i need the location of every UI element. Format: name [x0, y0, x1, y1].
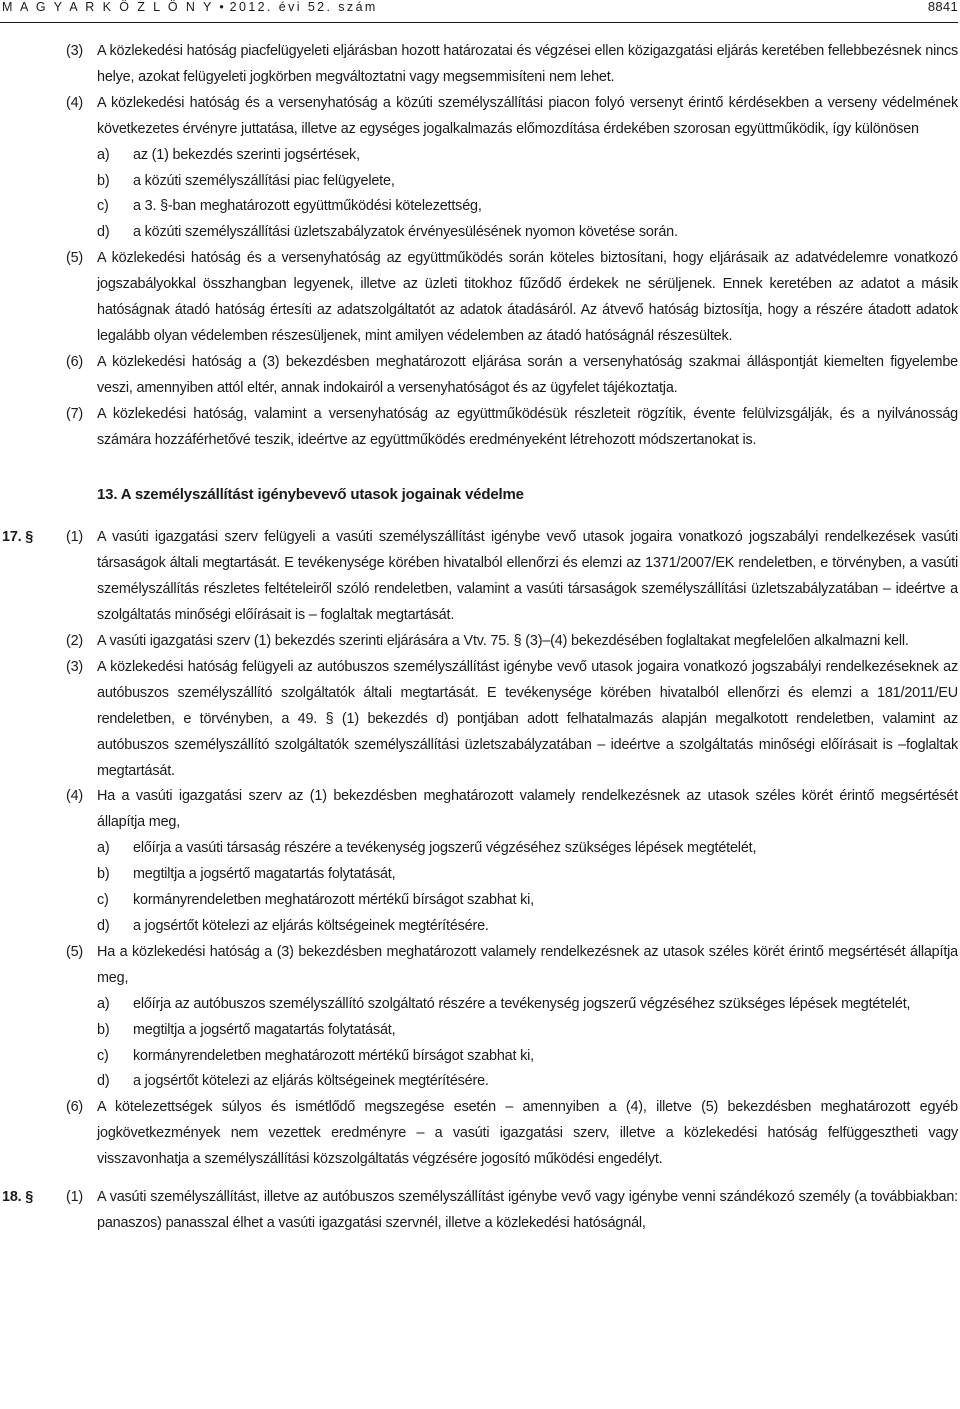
list-item — [0, 888, 958, 914]
list-item — [0, 1069, 958, 1095]
paragraph-text: A közlekedési hatóság és a versenyhatóság az együttműködés során köteles biztosítani, hogy eljárásaik az adatvédelemre vonatkozó jogszabályokkal összhangban legyenek, illetve az üzleti titokhoz fűződő érdekek ne sérüljenek. Ennek keretében az adatot a másik hatóságnak átadó hatóság értesíti az adatszolgáltatót az adatok átadásáról. Az átvevő hatóság biztosítja, hogy a részére átadott adatok legalább olyan védelemben részesüljenek, mint amilyen védelemben az átadó hatóságnál részesültek. — [97, 250, 958, 344]
section-number: 17. § — [2, 529, 34, 546]
list-item-label: b) — [97, 1021, 110, 1038]
paragraph-number: (5) — [66, 943, 84, 960]
paragraph — [0, 350, 958, 402]
list-item-text: megtiltja a jogsértő magatartás folytatását, — [133, 866, 396, 883]
list-item-label: c) — [97, 892, 109, 909]
paragraph-text: Ha a közlekedési hatóság a (3) bekezdésben meghatározott valamely rendelkezésnek az utasok széles körét érintő megsértését állapítja meg, — [97, 943, 958, 986]
list-item-text: megtiltja a jogsértő magatartás folytatását, — [133, 1021, 396, 1038]
paragraph-text: A közlekedési hatóság és a versenyhatóság a közúti személyszállítási piacon folyó versenyt érintő kérdésekben a verseny védelmének következetes érvényre juttatása, illetve az egységes jogalkalmazás előmozdítása érdekében szorosan együttműködik, így különösen — [97, 94, 958, 137]
list-item — [0, 194, 958, 220]
paragraph-text: A közlekedési hatóság felügyeli az autóbuszos személyszállítást igénybe vevő utasok jogaira vonatkozó jogszabályi rendelkezéseknek az autóbuszos személyszállító szolgáltatók általi megtartását. E tevékenysége körében hivatalból ellenőrzi és elemzi a 181/2011/EU rendeletben, e törvényben, a 49. § (1) bekezdés d) pontjában adott felhatalmazás alapján megalkotott rendeletben, valamint az autóbuszos személyszállító szolgáltatók személyszállítási üzletszabályzatában – ideértve a szolgáltatás minőségi előírásait is –foglaltak megtartását. — [97, 658, 958, 779]
paragraph — [0, 940, 958, 992]
list-item-label: d) — [97, 224, 110, 241]
paragraph — [0, 655, 958, 785]
paragraph — [0, 91, 958, 143]
paragraph — [0, 246, 958, 350]
list-item — [0, 836, 958, 862]
section-18 — [0, 1185, 958, 1237]
paragraph-text: A vasúti igazgatási szerv felügyeli a vasúti személyszállítást igénybe vevő utasok jogaira vonatkozó jogszabályi rendelkezések vasúti társaságok általi megtartását. E tevékenysége körében hivatalból ellenőrzi és elemzi az 1371/2007/EK rendeletben, e törvényben, a vasúti személyszállítás részletes feltételeiről szóló rendeletben, valamint a vasúti társaságok személyszállítási üzletszabályzatában – ideértve a szolgáltatás minőségi előírásait is – foglaltak megtartását. — [97, 529, 958, 624]
journal-title: M A G Y A R K Ö Z L Ö N Y — [2, 0, 214, 14]
paragraph-number: (1) — [66, 1189, 84, 1206]
list-item-label: a) — [97, 840, 110, 857]
list-item-text: előírja a vasúti társaság részére a tevékenység jogszerű végzéséhez szükséges lépések megtételét, — [133, 840, 757, 857]
paragraph — [0, 784, 958, 836]
list-item — [0, 862, 958, 888]
list-item-text: a jogsértőt kötelezi az eljárás költségeinek megtérítésére. — [133, 1073, 489, 1090]
paragraph-number: (4) — [66, 788, 84, 805]
list-item — [0, 220, 958, 246]
list-item — [0, 1044, 958, 1070]
list-item-label: c) — [97, 1047, 109, 1064]
paragraph — [0, 629, 958, 655]
paragraph-text: Ha a vasúti igazgatási szerv az (1) bekezdésben meghatározott valamely rendelkezésnek az utasok széles körét érintő megsértését állapítja meg, — [97, 788, 958, 831]
paragraph-number: (3) — [66, 43, 84, 59]
paragraph-text: A közlekedési hatóság a (3) bekezdésben meghatározott eljárása során a versenyhatóság szakmai álláspontját kiemelten figyelembe veszi, amennyiben attól eltér, annak indokairól a versenyhatóságot és az ügyfelet tájékoztatja. — [97, 353, 958, 396]
paragraph — [0, 402, 958, 454]
list-item — [0, 914, 958, 940]
paragraph-number: (6) — [66, 1099, 84, 1116]
header-bullet: • — [219, 0, 224, 14]
paragraph-number: (2) — [66, 633, 84, 650]
list-item-text: a közúti személyszállítási üzletszabályzatok érvényesülésének nyomon követése során. — [133, 224, 678, 241]
list-item-label: a) — [97, 995, 110, 1012]
list-item-label: d) — [97, 918, 110, 934]
list-item — [0, 1018, 958, 1044]
paragraph-number: (7) — [66, 405, 84, 422]
paragraph — [0, 525, 958, 629]
list-item-text: a jogsértőt kötelezi az eljárás költségeinek megtérítésére. — [133, 918, 489, 934]
page-header — [0, 0, 958, 23]
list-item — [0, 143, 958, 169]
section-number: 18. § — [2, 1189, 34, 1206]
chapter-heading: 13. A személyszállítást igénybevevő utasok jogainak védelme — [97, 485, 524, 503]
list-item-text: előírja az autóbuszos személyszállító szolgáltató részére a tevékenység jogszerű végzéséhez szükséges lépések megtételét, — [133, 995, 911, 1012]
paragraph-number: (4) — [66, 94, 84, 111]
list-item-text: a közúti személyszállítási piac felügyelete, — [133, 172, 395, 189]
paragraph-number: (3) — [66, 658, 84, 675]
list-item-text: a 3. §-ban meghatározott együttműködési kötelezettség, — [133, 198, 482, 215]
document-body — [0, 39, 958, 1237]
paragraph — [0, 1095, 958, 1173]
paragraph-number: (6) — [66, 353, 84, 370]
list-item-label: c) — [97, 198, 109, 215]
paragraph-number: (5) — [66, 250, 84, 267]
list-item-label: b) — [97, 172, 110, 189]
paragraph-text: A vasúti személyszállítást, illetve az autóbuszos személyszállítást igénybe vevő vagy igénybe venni szándékozó személy (a továbbiakban: panaszos) panasszal élhet a vasúti igazgatási szervnél, illetve a közlekedési hatóságnál, — [97, 1189, 958, 1231]
issue-number: 2012. évi 52. szám — [229, 0, 378, 14]
list-item-label: b) — [97, 866, 110, 883]
paragraph — [0, 1185, 958, 1237]
paragraph-text: A kötelezettségek súlyos és ismétlődő megszegése esetén – amennyiben a (4), illetve (5) bekezdésben meghatározott egyéb jogkövetkezmények nem vezettek eredményre – a vasúti igazgatási szerv, illetve a közlekedési hatóság felfüggesztheti vagy visszavonhatja a személyszállítási közszolgáltatás végzésére jogosító működési engedélyt. — [97, 1099, 958, 1168]
list-item — [0, 169, 958, 195]
page-number: 8841 — [927, 0, 958, 14]
list-item-text: kormányrendeletben meghatározott mértékű bírságot szabhat ki, — [133, 892, 534, 909]
paragraph-text: A vasúti igazgatási szerv (1) bekezdés szerinti eljárására a Vtv. 75. § (3)–(4) bekezdésében foglaltakat megfelelően alkalmazni kell. — [97, 633, 909, 650]
paragraph-number: (1) — [66, 529, 84, 546]
paragraph-text: A közlekedési hatóság, valamint a versenyhatóság az együttműködésük részleteit rögzítik, évente felülvizsgálják, és a nyilvánosság számára hozzáférhetővé teszik, ideértve az együttműködés eredményeként létrehozott módszertanokat is. — [97, 405, 958, 448]
section-17 — [0, 525, 958, 629]
list-item-label: d) — [97, 1073, 110, 1090]
list-item — [0, 992, 958, 1018]
paragraph-text: A közlekedési hatóság piacfelügyeleti eljárásban hozott határozatai és végzései ellen közigazgatási eljárás keretében fellebbezésnek nincs helye, azokat felügyeleti jogkörben megváltoztatni vagy megsemmisíteni nem lehet. — [97, 43, 958, 85]
list-item-label: a) — [97, 146, 110, 163]
list-item-text: kormányrendeletben meghatározott mértékű bírságot szabhat ki, — [133, 1047, 534, 1064]
paragraph — [0, 39, 958, 91]
list-item-text: az (1) bekezdés szerinti jogsértések, — [133, 146, 360, 163]
